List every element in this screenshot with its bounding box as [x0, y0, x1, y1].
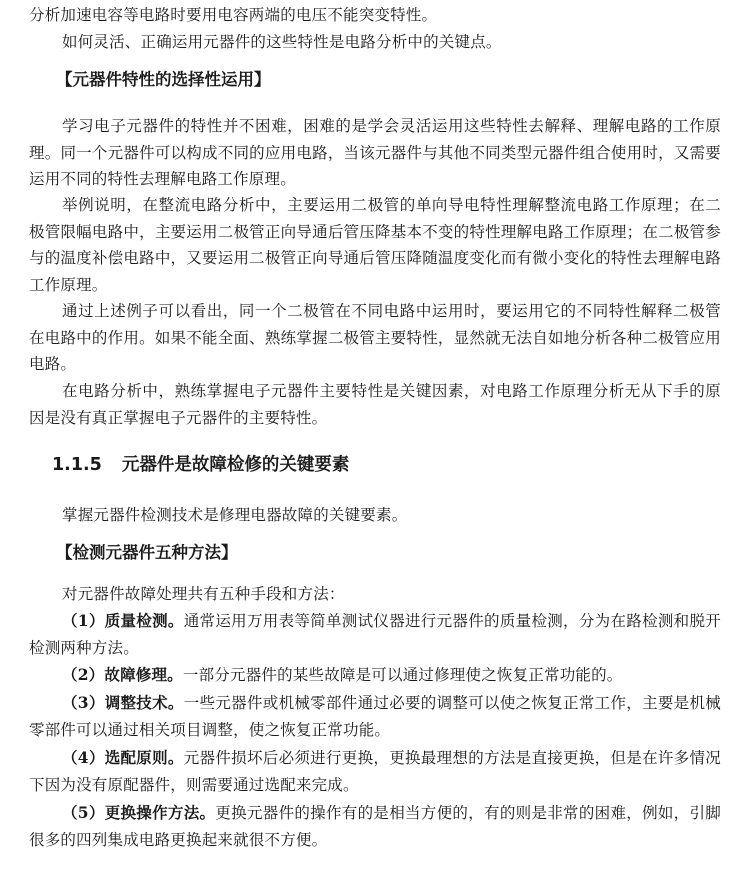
section-heading — [52, 451, 349, 479]
subheading-characteristics: 【元器件特性的选择性运用】 — [56, 70, 271, 89]
paragraph-key-factor: 在电路分析中，熟练掌握电子元器件主要特性是关键因素，对电路工作原理分析无从下手的原因是没有真正掌握电子元器件的主要特性。 — [29, 382, 721, 427]
section-title: 元器件是故障检修的关键要素 — [121, 455, 350, 475]
paragraph-detection-key: 掌握元器件检测技术是修理电器故障的关键要素。 — [62, 506, 408, 524]
intro-line-1: 分析加速电容等电路时要用电容两端的电压不能突变特性。 — [29, 6, 438, 24]
paragraph-five-methods-intro: 对元器件故障处理共有五种手段和方法： — [62, 585, 345, 603]
list-item: （2）故障修理。一部分元器件的某些故障是可以通过修理使之恢复正常功能的。 — [62, 665, 623, 684]
section-number: 1.1.5 — [52, 455, 102, 475]
paragraph-diode-usage: 通过上述例子可以看出，同一个二极管在不同电路中运用时，要运用它的不同特性解释二极管在电路中的作用。如果不能全面、熟练掌握二极管主要特性，显然就无法自如地分析各种二极管应用电路。 — [29, 302, 721, 373]
list-item: （3）调整技术。一些元器件或机械零部件通过必要的调整可以使之恢复正常工作，主要是机械零部件可以通过相关项目调整，使之恢复正常功能。 — [29, 693, 721, 739]
list-item: （5）更换操作方法。更换元器件的操作有的是相当方便的，有的则是非常的困难，例如，引脚很多的四列集成电路更换起来就很不方便。 — [29, 803, 721, 849]
paragraph-example: 举例说明，在整流电路分析中，主要运用二极管的单向导电特性理解整流电路工作原理；在二极管限幅电路中，主要运用二极管正向导通后管压降基本不变的特性理解电路工作原理；在二极管参与的温度补偿电路中，又要运用二极管正向导通后管压降随温度变化而有微小变化的特性去理解电路工作原理。 — [29, 196, 721, 294]
paragraph-learning-characteristics: 学习电子元器件的特性并不困难，困难的是学会灵活运用这些特性去解释、理解电路的工作原理。同一个元器件可以构成不同的应用电路，当该元器件与其他不同类型元器件组合使用时，又需要运用不同的特性去理解电路工作原理。 — [29, 117, 721, 188]
list-item: （4）选配原则。元器件损坏后必须进行更换，更换最理想的方法是直接更换，但是在许多情况下因为没有原配器件，则需要通过选配来完成。 — [29, 748, 721, 794]
intro-line-2: 如何灵活、正确运用元器件的这些特性是电路分析中的关键点。 — [62, 33, 502, 51]
list-item: （1）质量检测。通常运用万用表等简单测试仪器进行元器件的质量检测，分为在路检测和脱开检测两种方法。 — [29, 611, 721, 657]
subheading-five-methods: 【检测元器件五种方法】 — [56, 543, 238, 562]
